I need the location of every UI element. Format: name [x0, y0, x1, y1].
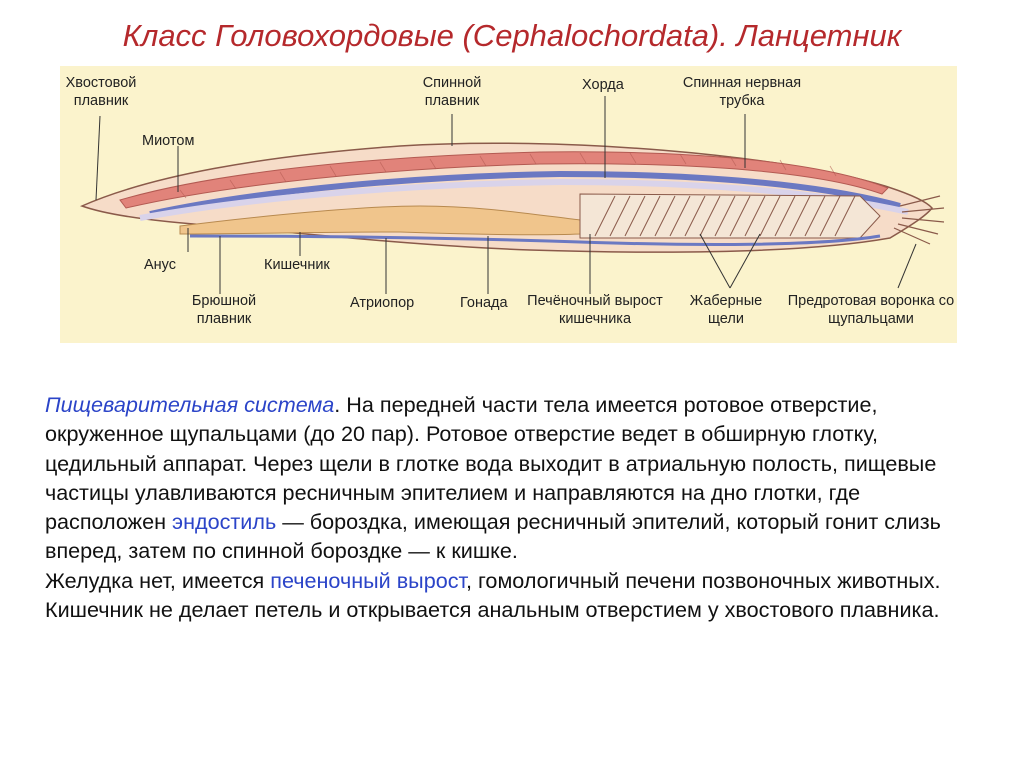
- paragraph-digestive: [45, 390, 985, 566]
- label-oral-funnel: Предротовая воронка со щупальцами: [787, 293, 955, 327]
- lancelet-diagram: [60, 66, 957, 343]
- text-fragment: . На передней части тела имеется ротовое отверстие, окруженное щупальцами (до 20 пар). Ротовое отверстие ведет в обширную глотку, цедильный аппарат. Через щели в глотке вода выходит в атриальную полость, пищевые частицы улавливаются ресничным эпителием и направляются на дно глотки, где расположен: [45, 392, 937, 535]
- term-digestive-system: Пищеварительная система: [45, 392, 335, 417]
- label-nerve-tube: Спинная нервная трубка: [682, 75, 802, 109]
- text-fragment: — бороздка, имеющая ресничный эпителий, который гонит слизь вперед, затем по спинной бороздке — к кишке.: [45, 509, 941, 564]
- text-fragment: , гомологичный печени позвоночных животных. Кишечник не делает петель и открывается анальным отверстием у хвостового плавника.: [45, 567, 941, 623]
- page-title: Класс Головохордовые (Cephalochordata). Ланцетник: [122, 18, 902, 53]
- label-intestine: Кишечник: [264, 257, 330, 273]
- label-ventral-fin: Брюшной плавник: [191, 293, 257, 327]
- label-anus: Анус: [144, 257, 177, 273]
- label-notochord: Хорда: [582, 77, 624, 93]
- link-hepatic-outgrowth[interactable]: печеночный вырост: [270, 567, 467, 593]
- label-tail-fin: Хвостовой плавник: [65, 75, 137, 109]
- label-gonad: Гонада: [460, 295, 508, 311]
- pharynx: [580, 194, 880, 238]
- label-gill-slits: Жаберные щели: [689, 293, 763, 327]
- body-text: [45, 390, 985, 624]
- label-dorsal-fin: Спинной плавник: [422, 75, 482, 109]
- link-endostyle[interactable]: эндостиль: [172, 509, 277, 535]
- paragraph-stomach: [45, 566, 985, 625]
- label-atriopore: Атриопор: [350, 295, 415, 311]
- label-myotome: Миотом: [142, 133, 195, 149]
- text-fragment: Желудка нет, имеется: [45, 567, 271, 593]
- label-hepatic: Печёночный вырост кишечника: [527, 293, 663, 327]
